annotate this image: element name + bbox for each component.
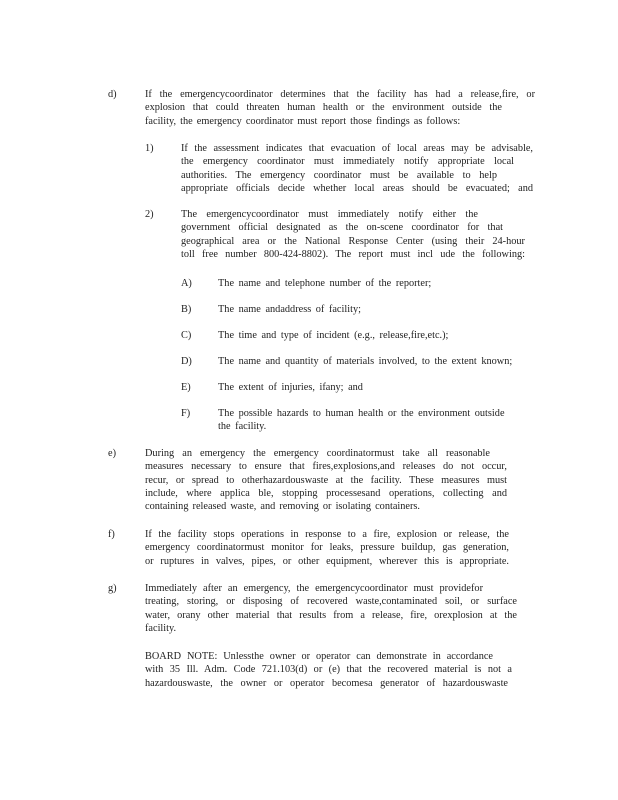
item-d2-text	[181, 208, 525, 261]
item-e-line: containing released waste, and removing or isolating containers.	[145, 501, 420, 513]
item-d1-label: 1)	[145, 143, 154, 154]
item-d1-line: If the assessment indicates that evacuation of local areas may be advisable,	[181, 143, 533, 154]
list-item-label: F)	[181, 408, 191, 419]
item-d2-line: geographical area or the National Response Center (using their 24-hour	[181, 235, 525, 247]
list-item-text: The time and type of incident (e.g., release,fire,etc.);	[218, 330, 449, 341]
list-item-text: The name and quantity of materials involved, to the extent known;	[218, 356, 513, 367]
item-e-text	[145, 447, 507, 513]
item-f-label: f)	[108, 529, 115, 540]
item-d2-line: government official designated as the on-scene coordinator for that	[181, 222, 503, 234]
list-item-label: A)	[181, 278, 192, 289]
item-d2-line: The emergencycoordinator must immediately notify either the	[181, 209, 478, 220]
item-e-line: recur, or spread to otherhazardouswaste at the facility. These measures must	[145, 474, 507, 486]
item-g-line: water, orany other material that results from a release, fire, orexplosion at the	[145, 609, 517, 621]
item-g-line: Immediately after an emergency, the emergencycoordinator must providefor	[145, 583, 483, 594]
list-item-text: The extent of injuries, ifany; and	[218, 382, 363, 393]
list-item-label: D)	[181, 356, 192, 367]
item-g-text	[145, 582, 517, 635]
item-d1-line: authorities. The emergency coordinator must be available to help	[181, 169, 497, 181]
board-note-line: with 35 Ill. Adm. Code 721.103(d) or (e) that the recovered material is not a	[145, 664, 512, 676]
list-item-text: the facility.	[218, 421, 267, 432]
item-d-text	[145, 88, 535, 128]
board-note-line: hazardouswaste, the owner or operator becomesa generator of hazardouswaste	[145, 677, 508, 689]
item-d-label: d)	[108, 89, 117, 100]
item-d-line: explosion that could threaten human health or the environment outside the	[145, 102, 502, 114]
item-e-line: measures necessary to ensure that fires,explosions,and releases do not occur,	[145, 461, 507, 473]
board-note	[145, 650, 512, 690]
item-e-label: e)	[108, 448, 116, 459]
item-f-line: emergency coordinatormust monitor for leaks, pressure buildup, gas generation,	[145, 542, 509, 554]
item-d-line: facility, the emergency coordinator must report those findings as follows:	[145, 115, 461, 127]
item-d2-label: 2)	[145, 209, 154, 220]
item-g-line: treating, storing, or disposing of recovered waste,contaminated soil, or surface	[145, 596, 517, 608]
item-g-label: g)	[108, 583, 117, 594]
item-d2-line: toll free number 800-424-8802). The report must incl ude the following:	[181, 248, 525, 260]
list-item-label: B)	[181, 304, 192, 315]
item-f-line: If the facility stops operations in response to a fire, explosion or release, the	[145, 529, 509, 540]
item-f-line: or ruptures in valves, pipes, or other equipment, wherever this is appropriate.	[145, 555, 509, 567]
item-f-text	[145, 528, 509, 568]
board-note-line: BOARD NOTE: Unlessthe owner or operator can demonstrate in accordance	[145, 651, 493, 662]
list-item-text: The name andaddress of facility;	[218, 304, 361, 315]
list-item-text: The possible hazards to human health or the environment outside	[218, 408, 505, 419]
item-e-line: include, where applica ble, stopping processesand operations, collecting and	[145, 487, 507, 499]
list-item-label: C)	[181, 330, 192, 341]
item-d1-line: appropriate officials decide whether local areas should be evacuated; and	[181, 182, 533, 194]
item-e-line: During an emergency the emergency coordinatormust take all reasonable	[145, 448, 490, 459]
item-g-line: facility.	[145, 622, 177, 634]
list-item-label: E)	[181, 382, 191, 393]
item-d1-text	[181, 142, 533, 195]
list-item-text: The name and telephone number of the reporter;	[218, 278, 432, 289]
item-d1-line: the emergency coordinator must immediately notify appropriate local	[181, 156, 514, 168]
item-d-line: If the emergencycoordinator determines that the facility has had a release,fire, or	[145, 89, 535, 100]
